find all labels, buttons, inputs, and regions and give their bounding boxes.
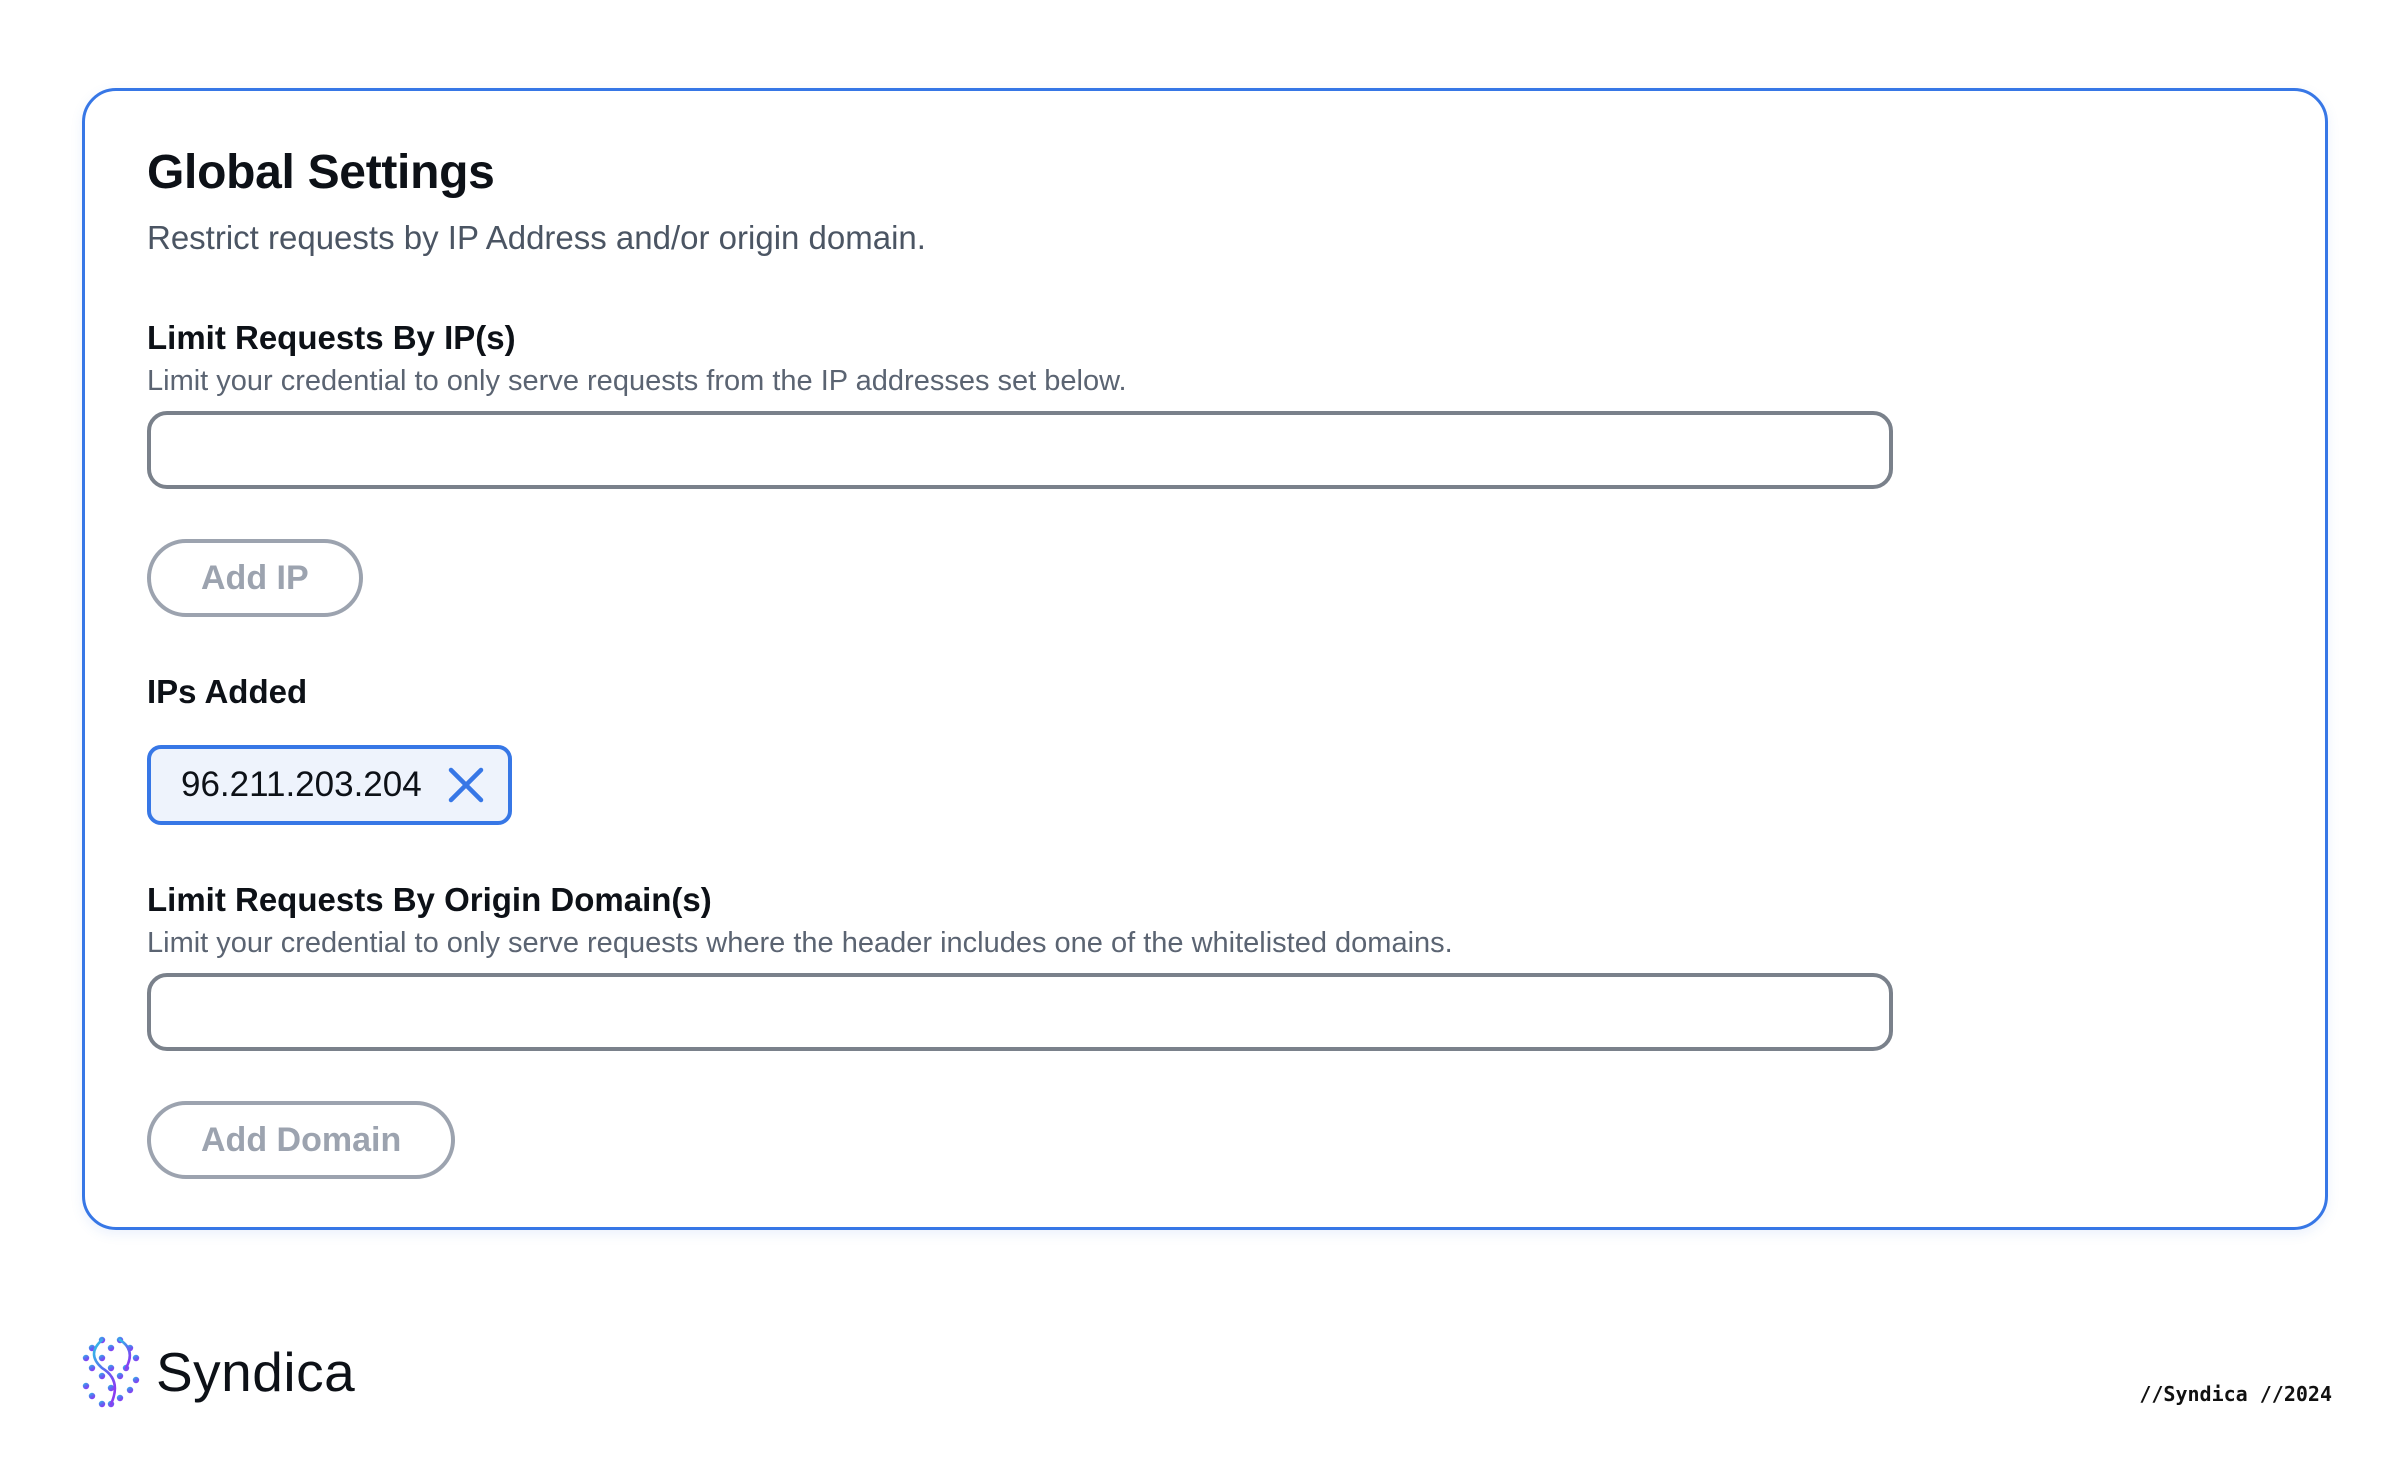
domain-section-description: Limit your credential to only serve requests where the header includes one of the whitelisted domains. bbox=[147, 927, 1453, 959]
syndica-logo bbox=[82, 1336, 355, 1408]
ip-chip-value: 96.211.203.204 bbox=[181, 765, 422, 804]
ip-section-label: Limit Requests By IP(s) bbox=[147, 319, 516, 356]
ip-chip bbox=[147, 745, 512, 825]
add-ip-button[interactable]: Add IP bbox=[147, 539, 363, 617]
ips-added-label: IPs Added bbox=[147, 673, 308, 710]
origin-domain-input[interactable] bbox=[147, 973, 1893, 1051]
add-domain-button[interactable]: Add Domain bbox=[147, 1101, 455, 1179]
syndica-logo-icon bbox=[82, 1336, 140, 1408]
global-settings-card bbox=[82, 88, 2328, 1230]
brand-name: Syndica bbox=[156, 1341, 356, 1403]
page-subtitle: Restrict requests by IP Address and/or origin domain. bbox=[147, 219, 926, 256]
page-title: Global Settings bbox=[147, 146, 495, 199]
ip-address-input[interactable] bbox=[147, 411, 1893, 489]
footer-tagline: //Syndica //2024 bbox=[2139, 1382, 2332, 1406]
ip-section-description: Limit your credential to only serve requests from the IP addresses set below. bbox=[147, 365, 1127, 397]
close-icon[interactable] bbox=[446, 765, 486, 805]
domain-section-label: Limit Requests By Origin Domain(s) bbox=[147, 881, 712, 918]
